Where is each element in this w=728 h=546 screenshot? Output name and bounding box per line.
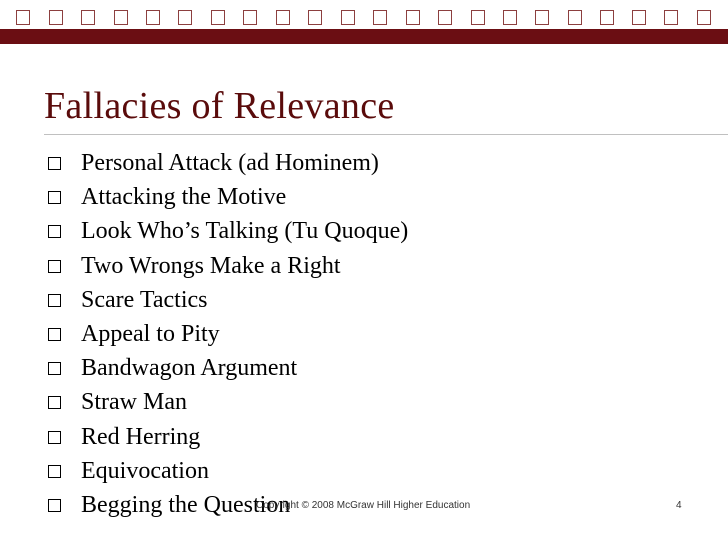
decorative-square bbox=[632, 10, 646, 25]
maroon-bar bbox=[0, 29, 728, 44]
bullet-text: Scare Tactics bbox=[81, 286, 208, 313]
square-bullet-icon bbox=[48, 260, 61, 273]
decorative-square bbox=[438, 10, 452, 25]
decorative-square bbox=[503, 10, 517, 25]
decorative-square bbox=[114, 10, 128, 25]
bullet-text: Begging the Question bbox=[81, 491, 291, 518]
bullet-text: Bandwagon Argument bbox=[81, 355, 298, 382]
square-bullet-icon bbox=[48, 191, 61, 204]
decorative-square bbox=[341, 10, 355, 25]
decorative-square bbox=[600, 10, 614, 25]
decorative-square bbox=[49, 10, 63, 25]
square-bullet-icon bbox=[48, 362, 61, 375]
square-bullet-icon bbox=[48, 465, 61, 478]
decorative-square bbox=[211, 10, 225, 25]
decorative-square-row bbox=[0, 0, 728, 30]
square-bullet-icon bbox=[48, 225, 61, 238]
decorative-square bbox=[81, 10, 95, 25]
bullet-text: Red Herring bbox=[81, 423, 201, 450]
decorative-square bbox=[308, 10, 322, 25]
bullet-text: Equivocation bbox=[81, 457, 209, 484]
square-bullet-icon bbox=[48, 499, 61, 512]
top-decorative-band bbox=[0, 0, 728, 44]
page-number: 4 bbox=[676, 500, 682, 511]
decorative-square bbox=[16, 10, 30, 25]
title-divider bbox=[44, 134, 728, 135]
slide-title: Fallacies of Relevance bbox=[44, 85, 395, 127]
square-bullet-icon bbox=[48, 157, 61, 170]
footer-copyright: Copyright © 2008 McGraw Hill Higher Education bbox=[256, 500, 471, 511]
decorative-square bbox=[664, 10, 678, 25]
bullet-text: Two Wrongs Make a Right bbox=[81, 252, 341, 279]
bullet-text: Appeal to Pity bbox=[81, 320, 220, 347]
decorative-square bbox=[373, 10, 387, 25]
decorative-square bbox=[243, 10, 257, 25]
decorative-square bbox=[535, 10, 549, 25]
decorative-square bbox=[697, 10, 711, 25]
bullet-text: Straw Man bbox=[81, 389, 187, 416]
decorative-square bbox=[406, 10, 420, 25]
bullet-text: Look Who’s Talking (Tu Quoque) bbox=[81, 218, 409, 245]
square-bullet-icon bbox=[48, 294, 61, 307]
decorative-square bbox=[471, 10, 485, 25]
bullet-text: Personal Attack (ad Hominem) bbox=[81, 150, 379, 176]
square-bullet-icon bbox=[48, 396, 61, 409]
decorative-square bbox=[178, 10, 192, 25]
bullet-text: Attacking the Motive bbox=[81, 184, 287, 211]
decorative-square bbox=[568, 10, 582, 25]
square-bullet-icon bbox=[48, 431, 61, 444]
square-bullet-icon bbox=[48, 328, 61, 341]
decorative-square bbox=[276, 10, 290, 25]
decorative-square bbox=[146, 10, 160, 25]
